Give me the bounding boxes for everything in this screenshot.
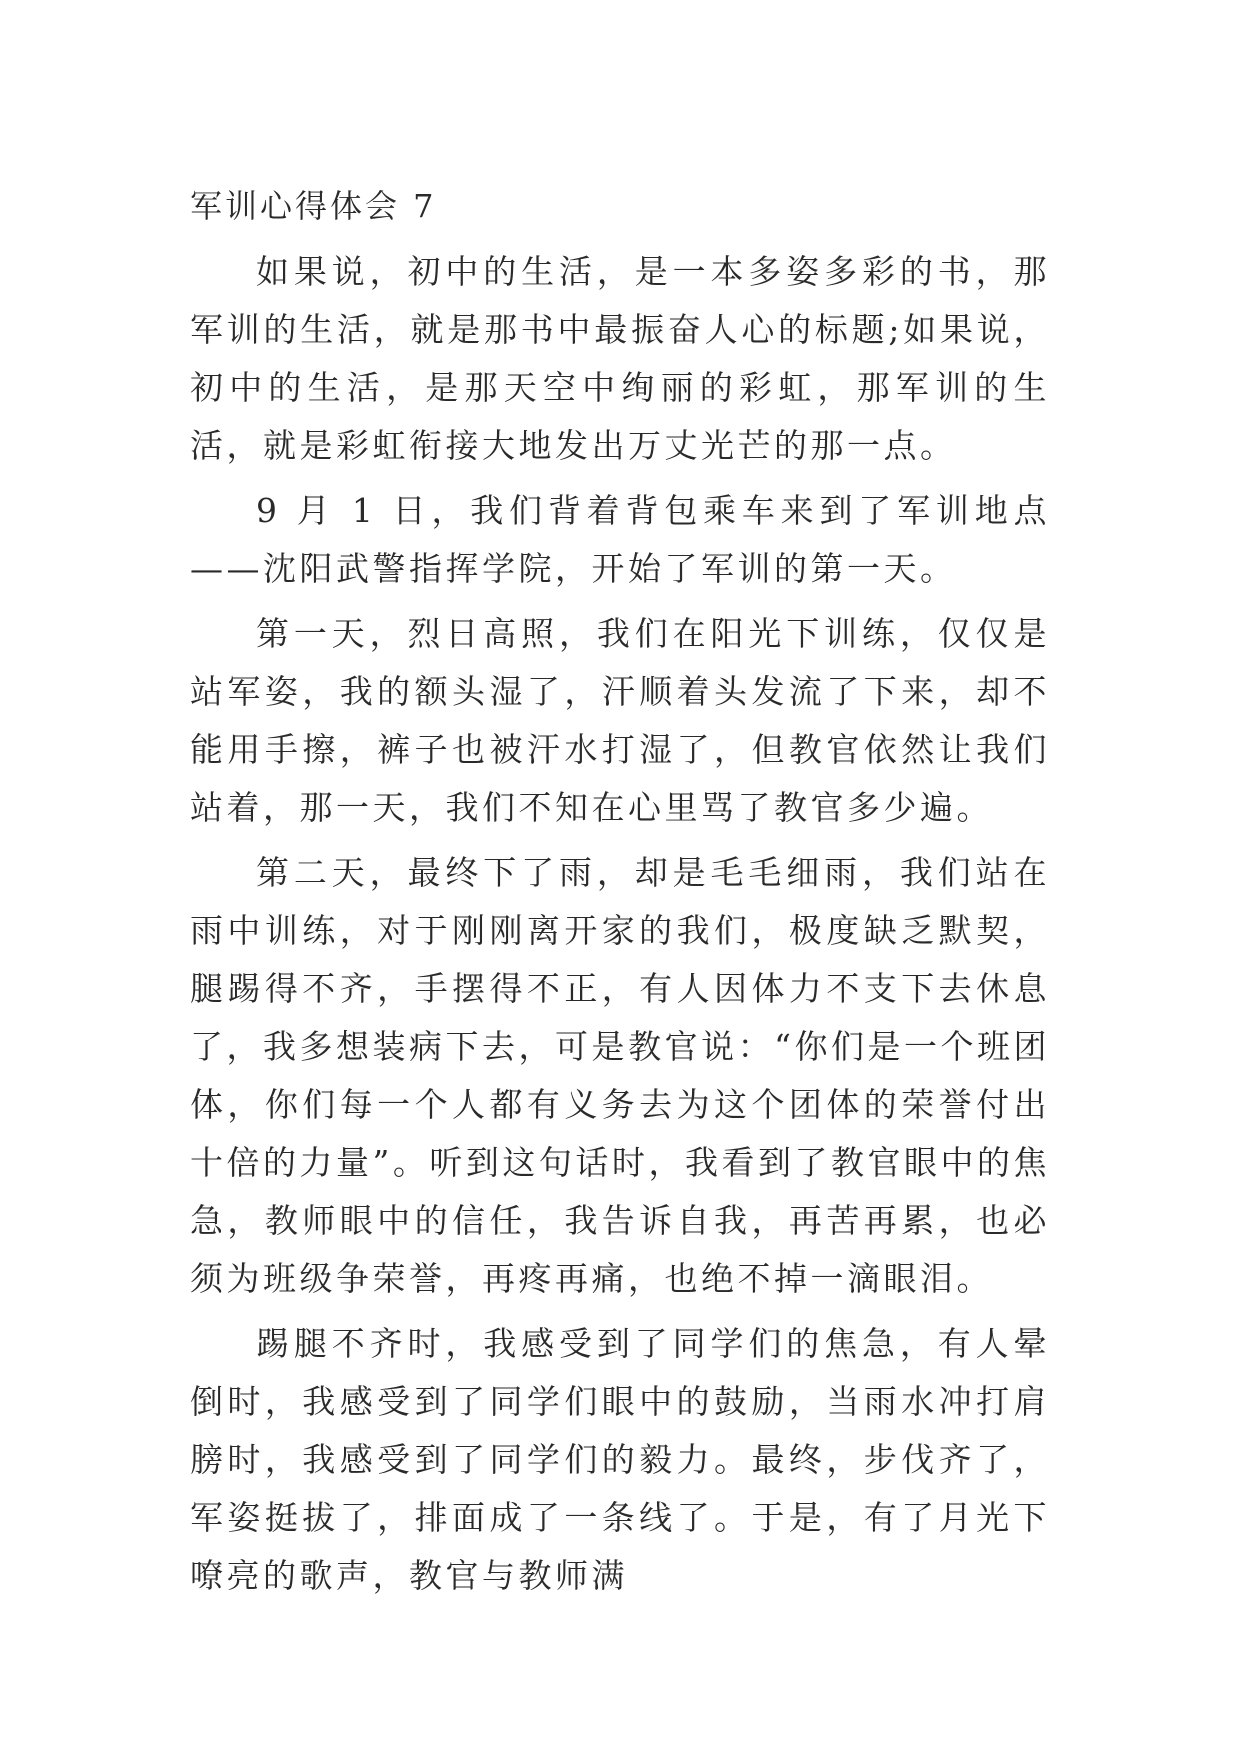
document-body <box>190 186 1050 1612</box>
paragraph-1: 如果说，初中的生活，是一本多姿多彩的书，那军训的生活，就是那书中最振奋人心的标题;如果说，初中的生活，是那天空中绚丽的彩虹，那军训的生活，就是彩虹衔接大地发出万丈光芒的那一点。 <box>190 252 1050 465</box>
document-title: 军训心得体会 7 <box>190 187 437 225</box>
paragraph-5: 踢腿不齐时，我感受到了同学们的焦急，有人晕倒时，我感受到了同学们眼中的鼓励，当雨水冲打肩膀时，我感受到了同学们的毅力。最终，步伐齐了，军姿挺拔了，排面成了一条线了。于是，有了月光下嘹亮的歌声，教官与教师满 <box>190 1324 1050 1595</box>
paragraph-2: 9 月 1 日，我们背着背包乘车来到了军训地点——沈阳武警指挥学院，开始了军训的第一天。 <box>190 491 1050 588</box>
paragraph-3: 第一天，烈日高照，我们在阳光下训练，仅仅是站军姿，我的额头湿了，汗顺着头发流了下来，却不能用手擦，裤子也被汗水打湿了，但教官依然让我们站着，那一天，我们不知在心里骂了教官多少遍。 <box>190 614 1050 827</box>
paragraph-4: 第二天，最终下了雨，却是毛毛细雨，我们站在雨中训练，对于刚刚离开家的我们，极度缺乏默契，腿踢得不齐，手摆得不正，有人因体力不支下去休息了，我多想装病下去，可是教官说：“你们是一个班团体，你们每一个人都有义务去为这个团体的荣誉付出十倍的力量”。听到这句话时，我看到了教官眼中的焦急，教师眼中的信任，我告诉自我，再苦再累，也必须为班级争荣誉，再疼再痛，也绝不掉一滴眼泪。 <box>190 853 1050 1298</box>
